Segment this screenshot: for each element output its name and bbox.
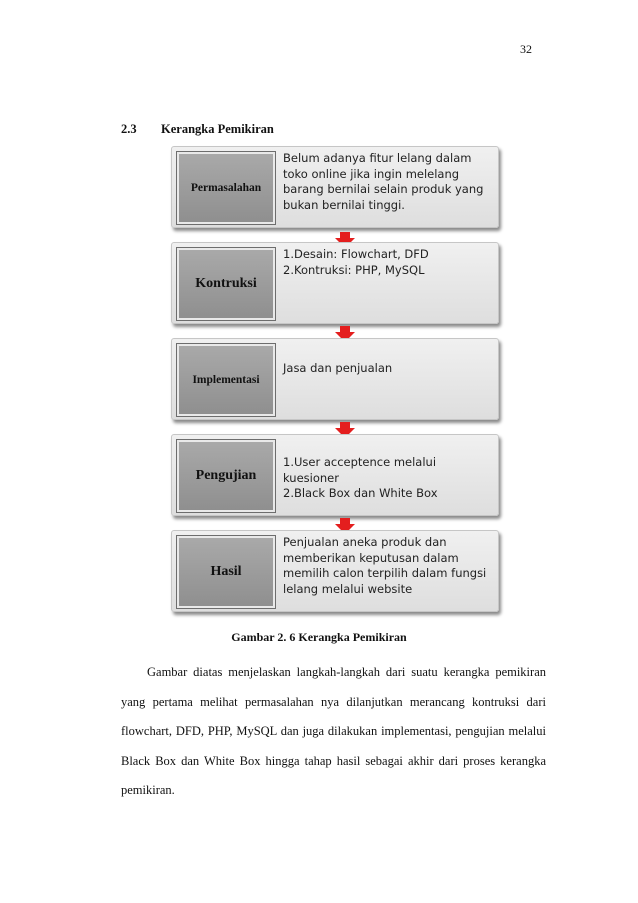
- step-pengujian: [171, 434, 499, 516]
- step-description: [283, 247, 495, 278]
- step-implementasi: [171, 338, 499, 420]
- step-line: Penjualan aneka produk dan: [283, 535, 447, 549]
- step-kontruksi: [171, 242, 499, 324]
- figure-caption: Gambar 2. 6 Kerangka Pemikiran: [231, 630, 407, 644]
- step-line: lelang melalui website: [283, 581, 413, 596]
- step-line: memilih calon terpilih dalam fungsi: [283, 566, 487, 580]
- step-label: Permasalahan: [177, 152, 275, 224]
- step-description: [283, 535, 495, 597]
- step-label: Kontruksi: [177, 248, 275, 320]
- step-line: barang bernilai selain produk yang: [283, 182, 484, 196]
- step-line: 1.Desain: Flowchart, DFD: [283, 247, 429, 261]
- body-paragraph: Gambar diatas menjelaskan langkah-langkah dari suatu kerangka pemikiran yang pertama melihat permasalahan nya dilanjutkan merancang kontruksi dari flowchart, DFD, PHP, MySQL dan juga dilakukan implementasi, pengujian melalui Black Box dan White Box hingga tahap hasil sebagai akhir dari proses kerangka pemikiran.: [121, 665, 546, 797]
- section-heading: [121, 122, 274, 137]
- step-permasalahan: [171, 146, 499, 228]
- step-line: 2.Kontruksi: PHP, MySQL: [283, 262, 425, 277]
- step-line: toko online jika ingin melelang: [283, 166, 460, 181]
- step-line: memberikan keputusan dalam: [283, 550, 459, 565]
- step-line: Jasa dan penjualan: [283, 361, 393, 375]
- step-description: [283, 361, 495, 377]
- step-label: Hasil: [177, 536, 275, 608]
- step-description: [283, 455, 495, 502]
- section-number: 2.3: [121, 122, 137, 136]
- step-hasil: [171, 530, 499, 612]
- step-label: Pengujian: [177, 440, 275, 512]
- step-line: Belum adanya fitur lelang dalam: [283, 151, 472, 165]
- step-label: Implementasi: [177, 344, 275, 416]
- framework-diagram: [171, 146, 498, 614]
- step-line: bukan bernilai tinggi.: [283, 197, 405, 212]
- step-line: 2.Black Box dan White Box: [283, 486, 438, 500]
- section-title: Kerangka Pemikiran: [161, 122, 274, 136]
- page-number: 32: [520, 42, 532, 56]
- step-description: [283, 151, 495, 213]
- step-line: 1.User acceptence melalui kuesioner: [283, 455, 437, 485]
